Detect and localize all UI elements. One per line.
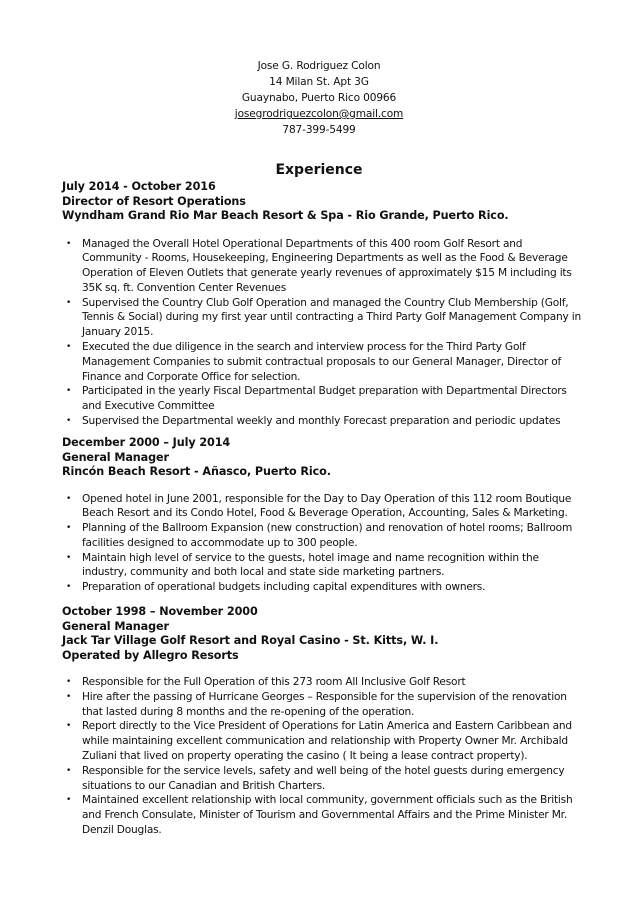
list-item (62, 521, 582, 551)
duty-text: Executed the due diligence in the search and interview process for the Third Party Golf Management Companies to submit contractual proposals to our General Manager, Director of Finance and Corporate Office for selection. (82, 341, 562, 383)
list-item (62, 675, 582, 690)
duty-text: Preparation of operational budgets including capital expenditures with owners. (82, 581, 486, 594)
job-entry (62, 605, 582, 838)
job-duties-list (62, 492, 582, 596)
bullet-icon: • (66, 297, 72, 308)
job-employer: Wyndham Grand Rio Mar Beach Resort & Spa - Rio Grande, Puerto Rico. (62, 209, 509, 222)
duty-text: Responsible for the Full Operation of this 273 room All Inclusive Golf Resort (82, 676, 466, 688)
bullet-icon: • (66, 765, 72, 776)
list-item (62, 414, 582, 429)
duty-text: Hire after the passing of Hurricane Georges – Responsible for the supervision of the renovation that lasted during 8 months and the re-opening of the operation. (82, 690, 567, 718)
list-item (62, 551, 582, 581)
job-title: General Manager (62, 619, 169, 633)
job-title: General Manager (62, 450, 169, 464)
job-operator: Operated by Allegro Resorts (62, 648, 239, 662)
bullet-icon: • (66, 416, 72, 427)
bullet-icon: • (66, 386, 72, 397)
duty-text: Opened hotel in June 2001, responsible for the Day to Day Operation of this 112 room Boutique Beach Resort and its Condo Hotel, Food & Beverage Operation, Accounting, Sales & Marketing. (82, 492, 572, 520)
job-dates: December 2000 – July 2014 (62, 436, 231, 449)
email-link[interactable]: josegrodriguezcolon@gmail.com (234, 108, 404, 120)
list-item (62, 793, 582, 837)
job-entry (62, 180, 582, 429)
bullet-icon: • (66, 523, 72, 534)
duty-text: Report directly to the Vice President of Operations for Latin America and Eastern Caribbean and while maintaining excellent communication and relationship with Property Owner Mr. Archibald Zuliani that lived on property operating the casino ( It being a lease contract property). (82, 720, 572, 762)
list-item (62, 237, 582, 296)
bullet-icon: • (66, 795, 72, 806)
duty-text: Planning of the Ballroom Expansion (new construction) and renovation of hotel rooms; Ballroom facilities designed to accommodate up to 300 people. (82, 522, 573, 549)
bullet-icon: • (66, 691, 72, 702)
list-item (62, 719, 582, 763)
address-line-2: Guaynabo, Puerto Rico 00966 (241, 92, 397, 104)
bullet-icon: • (66, 342, 72, 353)
job-entry (62, 436, 582, 595)
duty-text: Maintain high level of service to the guests, hotel image and name recognition within the industry, community and both local and state side marketing partners. (82, 551, 539, 579)
job-employer: Jack Tar Village Golf Resort and Royal Casino - St. Kitts, W. I. (62, 634, 439, 647)
list-item (62, 340, 582, 384)
duty-text: Supervised the Departmental weekly and monthly Forecast preparation and periodic updates (82, 415, 561, 428)
bullet-icon: • (66, 721, 72, 732)
bullet-icon: • (66, 582, 72, 593)
job-duties-list (62, 675, 582, 838)
list-item (62, 296, 582, 340)
list-item (62, 384, 582, 414)
job-title: Director of Resort Operations (62, 194, 246, 208)
job-employer: Rincón Beach Resort - Añasco, Puerto Rico. (62, 465, 331, 478)
list-item (62, 492, 582, 522)
bullet-icon: • (66, 493, 72, 504)
duty-text: Managed the Overall Hotel Operational Departments of this 400 room Golf Resort and Community - Rooms, Housekeeping, Engineering Departments as well as the Food & Beverage Operation of Eleven Outlets that generate yearly revenues of approximately $15 M including its 35K sq. ft. Convention Center Revenues (82, 237, 572, 294)
list-item (62, 580, 582, 595)
candidate-name: Jose G. Rodriguez Colon (257, 60, 381, 72)
bullet-icon: • (66, 552, 72, 563)
contact-header (0, 58, 638, 138)
job-duties-list (62, 237, 582, 429)
list-item (62, 690, 582, 720)
bullet-icon: • (66, 238, 72, 249)
job-dates: July 2014 - October 2016 (62, 180, 216, 193)
duty-text: Participated in the yearly Fiscal Departmental Budget preparation with Departmental Directors and Executive Committee (82, 385, 567, 413)
bullet-icon: • (66, 677, 72, 687)
phone-number: 787-399-5499 (282, 124, 356, 136)
duty-text: Responsible for the service levels, safety and well being of the hotel guests during emergency situations to our Canadian and British Charters. (82, 764, 565, 792)
list-item (62, 764, 582, 794)
section-title: Experience (275, 162, 363, 178)
duty-text: Supervised the Country Club Golf Operation and managed the Country Club Membership (Golf, Tennis & Social) during my first year until contracting a Third Party Golf Management Company in January 2015. (82, 296, 582, 339)
job-dates: October 1998 – November 2000 (62, 605, 258, 618)
duty-text: Maintained excellent relationship with local community, government officials such as the British and French Consulate, Minister of Tourism and Governmental Affairs and the Prime Minister Mr. Denzil Douglas. (82, 794, 573, 836)
address-line-1: 14 Milan St. Apt 3G (269, 76, 369, 88)
